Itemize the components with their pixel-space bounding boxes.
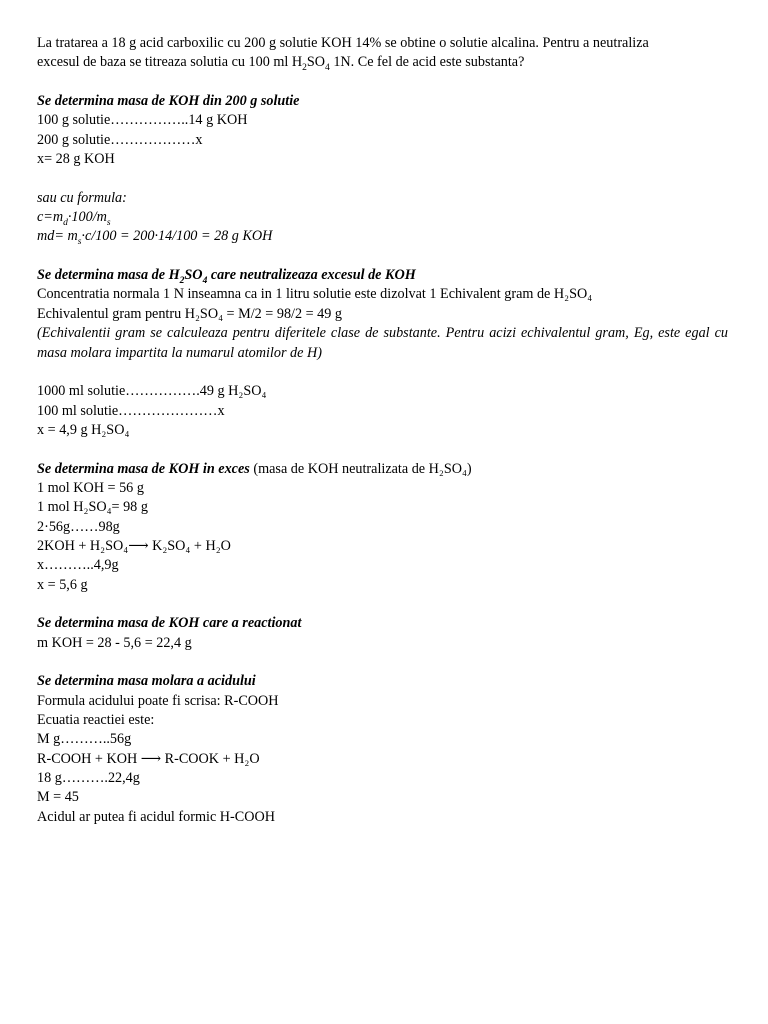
subscript: d (63, 217, 68, 228)
formula-text: ·c/100 = 200·14/100 = 28 g KOH (81, 228, 273, 245)
calc-line: 1 mol KOH = 56 g (37, 479, 144, 496)
reaction-equation: R-COOH + KOH ⟶ R-COOK + H₂O (37, 750, 260, 767)
problem-text: SO (306, 54, 326, 71)
subscript: 4 (325, 63, 330, 74)
formula-intro: sau cu formula: (37, 189, 127, 206)
subscript: 4 (202, 275, 208, 286)
calc-line: 1 mol H₂SO₄= 98 g (37, 499, 148, 516)
subscript: 2 (302, 63, 307, 74)
spacer (37, 73, 728, 92)
text-line: Ecuatia reactiei este: (37, 712, 155, 729)
spacer (37, 595, 728, 614)
calc-line: 1000 ml solutie…………….49 g H₂SO₄ (37, 383, 267, 400)
heading-text: care neutralizeaza excesul de KOH (207, 267, 416, 284)
problem-statement-line-1: La tratarea a 18 g acid carboxilic cu 200 g solutie KOH 14% se obtine o solutie alcalina. Pentru a neutraliza (37, 35, 649, 51)
calc-line: M g………..56g (37, 731, 132, 748)
problem-text: excesul de baza se titreaza solutia cu 100 ml H (37, 54, 303, 71)
text-line: Formula acidului poate fi scrisa: R-COOH (37, 692, 279, 709)
reaction-equation: 2KOH + H₂SO₄⟶ K₂SO₄ + H₂O (37, 537, 231, 554)
text-line: Echivalentul gram pentru H₂SO₄ = M/2 = 98/2 = 49 g (37, 305, 342, 322)
calc-line: 200 g solutie………………x (37, 131, 203, 148)
heading-text: SO (184, 267, 203, 284)
calc-line: 2·56g……98g (37, 518, 120, 535)
formula-text: md= m (37, 228, 78, 245)
calc-line: 100 g solutie……………..14 g KOH (37, 112, 248, 129)
calc-line: 100 ml solutie…………………x (37, 402, 225, 419)
section-heading-molar-mass: Se determina masa molara a acidului (37, 673, 256, 690)
subscript: s (77, 237, 82, 248)
calc-line: x= 28 g KOH (37, 151, 115, 168)
section-heading-koh-excess-line (37, 460, 728, 479)
section-heading-koh-excess: Se determina masa de KOH in exces (37, 460, 250, 477)
spacer (37, 247, 728, 266)
spacer (37, 653, 728, 672)
calc-line: m KOH = 28 - 5,6 = 22,4 g (37, 634, 192, 651)
text-line: Concentratia normala 1 N inseamna ca in 1 litru solutie este dizolvat 1 Echivalent gram de H₂SO₄ (37, 286, 593, 303)
section-heading-h2so4-mass (37, 266, 728, 285)
section-heading-koh-reacted: Se determina masa de KOH care a reactionat (37, 615, 302, 632)
heading-suffix: (masa de KOH neutralizata de H₂SO₄) (249, 460, 472, 477)
problem-text: 1N. Ce fel de acid este substanta? (329, 54, 525, 71)
formula-line (37, 227, 728, 246)
calc-line: M = 45 (37, 789, 79, 806)
calc-line: x………..4,9g (37, 557, 119, 574)
section-heading-koh-mass: Se determina masa de KOH din 200 g solutie (37, 93, 300, 110)
formula-text: ·100/m (67, 209, 107, 226)
spacer (37, 440, 728, 459)
formula-line (37, 208, 728, 227)
formula-text: c=m (37, 209, 64, 226)
note-paragraph: (Echivalentii gram se calculeaza pentru diferitele clase de substante. Pentru acizi echivalentul gram, Eg, este egal cu masa molara impartita la numarul atomilor de H) (37, 325, 728, 361)
spacer (37, 169, 728, 188)
conclusion-line: Acidul ar putea fi acidul formic H-COOH (37, 808, 275, 825)
heading-text: Se determina masa de H (37, 267, 180, 284)
calc-line: 18 g……….22,4g (37, 770, 140, 787)
calc-line: x = 4,9 g H₂SO₄ (37, 421, 130, 438)
calc-line: x = 5,6 g (37, 576, 88, 593)
subscript: 2 (179, 275, 185, 286)
subscript: s (106, 217, 111, 228)
spacer (37, 363, 728, 382)
problem-statement-line-2 (37, 53, 728, 72)
